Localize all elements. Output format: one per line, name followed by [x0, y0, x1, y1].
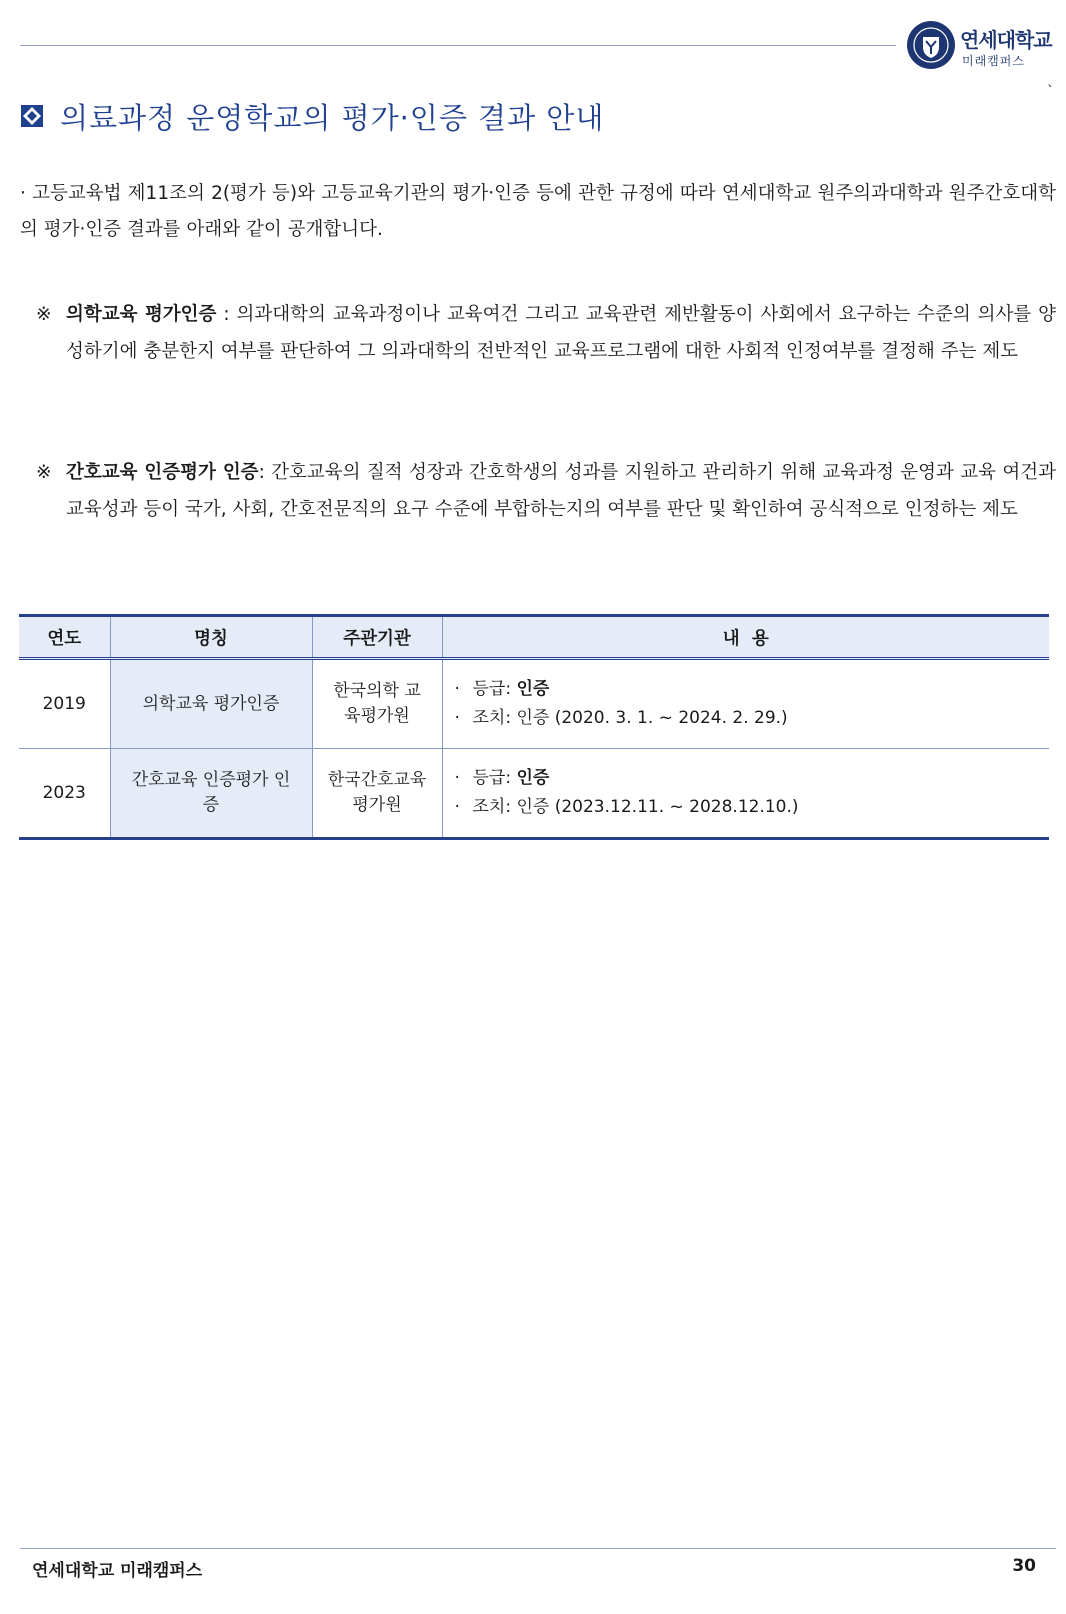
- content-cell: [442, 659, 1049, 749]
- table-row: [19, 659, 1049, 749]
- table-row: [19, 749, 1049, 839]
- action-line: [455, 793, 1049, 822]
- note-definition: 간호교육의 질적 성장과 간호학생의 성과를 지원하고 관리하기 위해 교육과정 운영과 교육 여건과 교육성과 등이 국가, 사회, 간호전문직의 요구 수준에 부합하는지의 여부를 판단 및 확인하여 공식적으로 인정하는 제도: [66, 462, 1057, 520]
- note-medical-accreditation: [36, 296, 1056, 370]
- bullet: ·: [454, 797, 460, 817]
- bullet: ·: [454, 679, 460, 699]
- logo-name: 연세대학교: [960, 28, 1052, 52]
- agency-text: 한국간호교육 평가원: [327, 770, 427, 815]
- note-mark: ※: [36, 304, 52, 325]
- bullet: ·: [454, 708, 460, 728]
- name-cell: [110, 749, 312, 839]
- action-value: 인증 (2023.12.11. ~ 2028.12.10.): [516, 797, 799, 817]
- grade-label: 등급:: [472, 768, 517, 788]
- note-definition: 의과대학의 교육과정이나 교육여건 그리고 교육관련 제반활동이 사회에서 요구하는 수준의 의사를 양성하기에 충분한지 여부를 판단하여 그 의과대학의 전반적인 교육프로그램에 대한 사회적 인정여부를 결정해 주는 제도: [66, 304, 1056, 362]
- note-separator: :: [258, 462, 272, 483]
- name-cell: 의학교육 평가인증: [110, 659, 312, 749]
- page-title: 의료과정 운영학교의 평가·인증 결과 안내: [60, 100, 605, 135]
- logo-campus: 미래캠퍼스: [962, 54, 1025, 68]
- grade-value: 인증: [516, 679, 550, 699]
- column-header-year: 연도: [19, 616, 110, 659]
- action-line: [455, 704, 1049, 733]
- footer-university: 연세대학교 미래캠퍼스: [32, 1561, 203, 1581]
- agency-text: 한국의학 교육평가원: [333, 681, 421, 726]
- diamond-square-icon: [20, 104, 44, 128]
- action-value: 인증 (2020. 3. 1. ~ 2024. 2. 29.): [516, 708, 788, 728]
- page-number: 30: [1012, 1556, 1036, 1576]
- column-header-agency: 주관기관: [312, 616, 442, 659]
- action-label: 조치:: [472, 797, 517, 817]
- table-header-row: [19, 616, 1049, 659]
- note-term: 의학교육 평가인증: [66, 304, 217, 325]
- university-logo: [906, 20, 1056, 72]
- note-body: [36, 454, 1056, 528]
- grade-value: 인증: [516, 768, 550, 788]
- note-term: 간호교육 인증평가 인증: [66, 462, 259, 483]
- grade-line: [455, 675, 1049, 704]
- column-header-name: 명칭: [110, 616, 312, 659]
- bullet: ·: [454, 768, 460, 788]
- intro-paragraph: · 고등교육법 제11조의 2(평가 등)와 고등교육기관의 평가·인증 등에 관한 규정에 따라 연세대학교 원주의과대학과 원주간호대학의 평가·인증 결과를 아래와 같이 공개합니다.: [20, 183, 1056, 240]
- note-separator: :: [216, 304, 237, 325]
- name-text: 간호교육 인증평가 인증: [131, 770, 291, 815]
- grade-line: [455, 764, 1049, 793]
- corner-mark: `: [1047, 84, 1054, 100]
- header-rule: [20, 45, 896, 46]
- footer-rule: [20, 1548, 1056, 1549]
- note-body: [36, 296, 1056, 370]
- note-mark: ※: [36, 462, 52, 483]
- year-cell: 2019: [19, 659, 110, 749]
- note-nursing-accreditation: [36, 454, 1056, 528]
- agency-cell: [312, 659, 442, 749]
- accreditation-table: [19, 614, 1049, 840]
- university-seal-icon: [906, 20, 956, 70]
- content-cell: [442, 749, 1049, 839]
- action-label: 조치:: [472, 708, 517, 728]
- section-heading: [20, 96, 604, 136]
- agency-cell: [312, 749, 442, 839]
- column-header-content: 내 용: [442, 616, 1049, 659]
- year-cell: 2023: [19, 749, 110, 839]
- grade-label: 등급:: [472, 679, 517, 699]
